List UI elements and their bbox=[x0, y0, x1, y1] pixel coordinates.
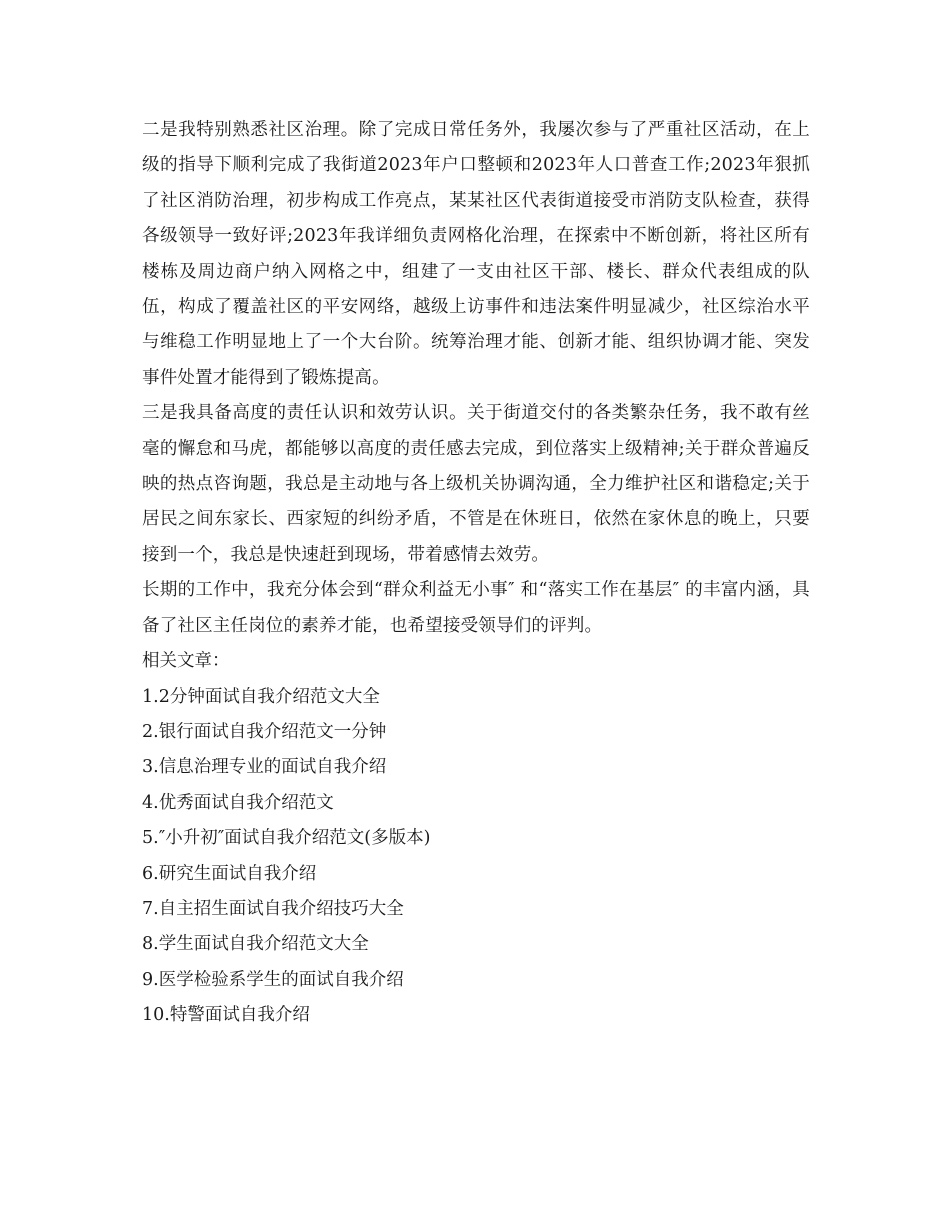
related-article-item: 2.银行面试自我介绍范文一分钟 bbox=[142, 721, 387, 742]
document-body bbox=[142, 113, 810, 1034]
related-article-item: 9.医学检验系学生的面试自我介绍 bbox=[142, 969, 404, 990]
related-article-item: 10.特警面试自我介绍 bbox=[142, 1005, 310, 1026]
paragraph-responsibility: 三是我具备高度的责任认识和效劳认识。关于街道交付的各类繁杂任务，我不敢有丝毫的懈怠和马虎，都能够以高度的责任感去完成，到位落实上级精神;关于群众普遍反映的热点咨询题，我总是主动地与各上级机关协调沟通，全力维护社区和谐稳定;关于居民之间东家长、西家短的纠纷矛盾，不管是在休班日，依然在家休息的晚上，只要接到一个，我总是快速赶到现场，带着感情去效劳。 bbox=[142, 403, 810, 565]
related-articles-list bbox=[142, 680, 810, 1034]
related-article-item: 4.优秀面试自我介绍范文 bbox=[142, 792, 334, 813]
related-article-item: 6.研究生面试自我介绍 bbox=[142, 863, 317, 884]
related-article-item: 3.信息治理专业的面试自我介绍 bbox=[142, 757, 387, 778]
related-article-item: 8.学生面试自我介绍范文大全 bbox=[142, 934, 369, 955]
related-article-item: 7.自主招生面试自我介绍技巧大全 bbox=[142, 898, 404, 919]
paragraph-conclusion: 长期的工作中，我充分体会到“群众利益无小事″ 和“落实工作在基层″ 的丰富内涵，具备了社区主任岗位的素养才能，也希望接受领导们的评判。 bbox=[142, 580, 810, 636]
paragraph-community-governance: 二是我特别熟悉社区治理。除了完成日常任务外，我屡次参与了严重社区活动，在上级的指导下顺利完成了我街道2023年户口整顿和2023年人口普查工作;2023年狠抓了社区消防治理，初步构成工作亮点，某某社区代表街道接受市消防支队检查，获得各级领导一致好评;2023年我详细负责网格化治理，在探索中不断创新，将社区所有楼栋及周边商户纳入网格之中，组建了一支由社区干部、楼长、群众代表组成的队伍，构成了覆盖社区的平安网络，越级上访事件和违法案件明显减少，社区综治水平与维稳工作明显地上了一个大台阶。统筹治理才能、创新才能、组织协调才能、突发事件处置才能得到了锻炼提高。 bbox=[142, 120, 810, 388]
related-article-item: 1.2分钟面试自我介绍范文大全 bbox=[142, 686, 380, 707]
related-article-item: 5.″小升初″面试自我介绍范文(多版本) bbox=[142, 828, 431, 849]
related-articles-label: 相关文章： bbox=[142, 651, 230, 672]
